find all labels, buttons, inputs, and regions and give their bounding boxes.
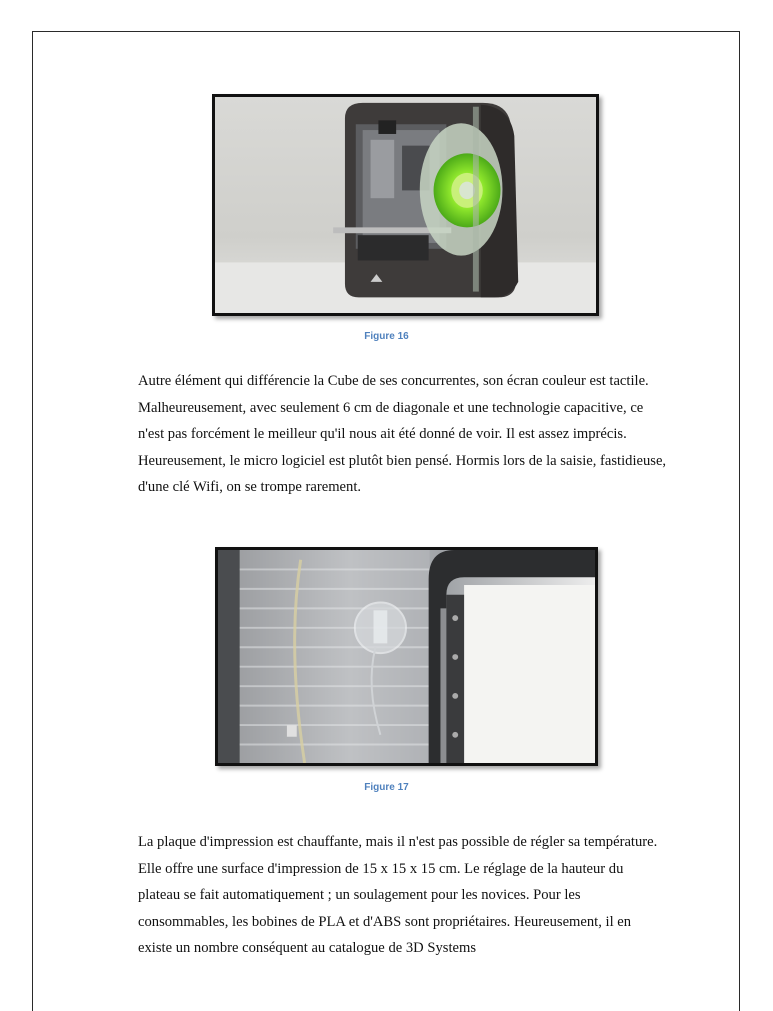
figure-17-caption: Figure 17 [364,782,409,793]
figure-17-image [215,547,598,766]
paragraph-2 [138,829,668,962]
paragraph-2-text: La plaque d'impression est chauffante, mais il n'est pas possible de régler sa température. Elle offre une surface d'impression de 15 x 15 x 15 cm. Le réglage de la hauteur du plateau se fait automatiquement ; un soulagement pour les novices. Pour les consommables, les bobines de PLA et d'ABS sont propriétaires. Heureusement, il en existe un nombre conséquent au catalogue de 3D Systems [138,834,658,956]
figure-16-image [212,94,599,316]
3d-printer-photo-icon [215,97,596,313]
paragraph-1 [138,368,668,501]
paragraph-1-text: Autre élément qui différencie la Cube de ses concurrentes, son écran couleur est tactile. Malheureusement, avec seulement 6 cm de diagonale et une technologie capacitive, ce n'est pas forcément le meilleur qu'il nous ait été donné de voir. Il est assez imprécis. Heureusement, le micro logiciel est plutôt bien pensé. Hormis lors de la saisie, fastidieuse, d'une clé Wifi, on se trompe rarement. [138,373,667,495]
figure-16-caption: Figure 16 [364,331,409,342]
printer-interior-photo-icon [218,550,595,763]
